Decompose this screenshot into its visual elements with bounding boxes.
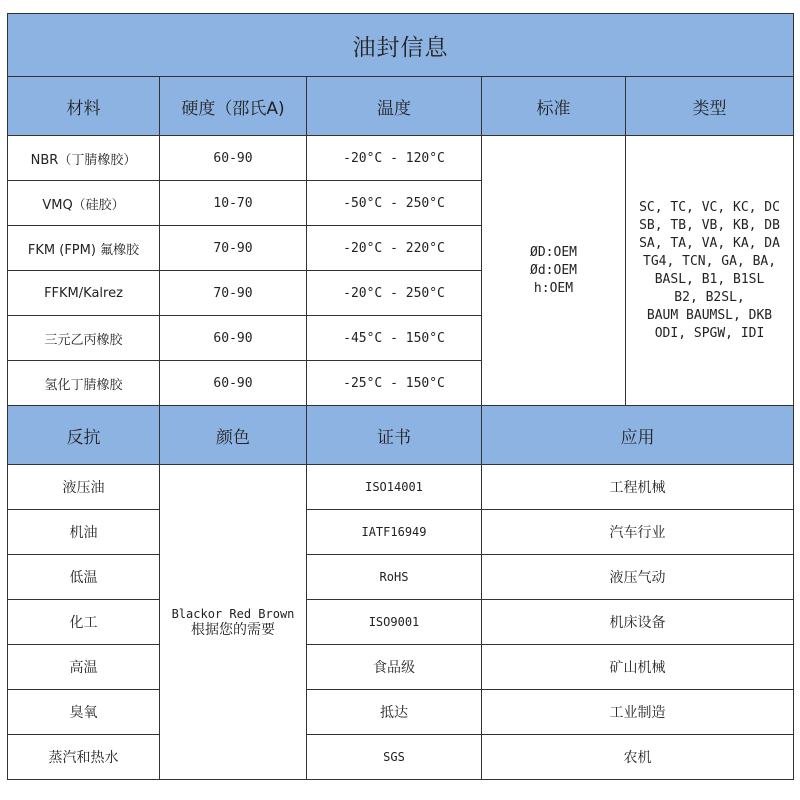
type-line: SA, TA, VA, KA, DA (639, 235, 780, 251)
standard-height: h:OEM (533, 280, 574, 296)
material-row (8, 136, 794, 181)
material-hardness: 70-90 (160, 271, 307, 316)
application-name: 工程机械 (482, 465, 794, 510)
certificate-name: 食品级 (307, 645, 482, 690)
certificate-name: ISO9001 (307, 600, 482, 645)
material-name: FKM (FPM) 氟橡胶 (8, 226, 160, 271)
material-name: NBR（丁腈橡胶） (8, 136, 160, 181)
resistance-header-row (8, 406, 794, 465)
resistance-row (8, 510, 794, 555)
material-temperature: -20°C - 120°C (307, 136, 482, 181)
material-name: VMQ（硅胶） (8, 181, 160, 226)
resistance-name: 蒸汽和热水 (8, 735, 160, 780)
oil-seal-info-table (7, 13, 794, 780)
certificate-name: SGS (307, 735, 482, 780)
material-temperature: -25°C - 150°C (307, 361, 482, 406)
resistance-name: 液压油 (8, 465, 160, 510)
resistance-name: 低温 (8, 555, 160, 600)
resistance-name: 化工 (8, 600, 160, 645)
color-custom-text: 根据您的需要 (191, 622, 275, 638)
type-line: TG4, TCN, GA, BA, (643, 253, 777, 269)
type-line: ODI, SPGW, IDI (654, 325, 765, 341)
resistance-name: 高温 (8, 645, 160, 690)
color-cell (160, 465, 307, 780)
type-line: B2, B2SL, (674, 289, 745, 305)
resistance-row (8, 690, 794, 735)
type-line: SB, TB, VB, KB, DB (639, 217, 780, 233)
application-name: 农机 (482, 735, 794, 780)
header-temperature: 温度 (307, 77, 482, 136)
type-line: BASL, B1, B1SL (654, 271, 765, 287)
certificate-name: RoHS (307, 555, 482, 600)
standard-outer-diameter: ØD:OEM (530, 244, 577, 260)
material-temperature: -20°C - 250°C (307, 271, 482, 316)
header-standard: 标准 (482, 77, 626, 136)
header-resistance: 反抗 (8, 406, 160, 465)
material-hardness: 60-90 (160, 316, 307, 361)
header-type: 类型 (626, 77, 794, 136)
color-options-text: Blackor Red Brown (171, 607, 295, 621)
table-title: 油封信息 (8, 14, 794, 77)
material-hardness: 10-70 (160, 181, 307, 226)
material-temperature: -20°C - 220°C (307, 226, 482, 271)
header-certificate: 证书 (307, 406, 482, 465)
material-name: FFKM/Kalrez (8, 271, 160, 316)
certificate-name: 抵达 (307, 690, 482, 735)
material-hardness: 60-90 (160, 361, 307, 406)
certificate-name: IATF16949 (307, 510, 482, 555)
header-color: 颜色 (160, 406, 307, 465)
header-application: 应用 (482, 406, 794, 465)
application-name: 液压气动 (482, 555, 794, 600)
header-material: 材料 (8, 77, 160, 136)
application-name: 汽车行业 (482, 510, 794, 555)
material-name: 氢化丁腈橡胶 (8, 361, 160, 406)
material-temperature: -50°C - 250°C (307, 181, 482, 226)
resistance-name: 机油 (8, 510, 160, 555)
material-header-row (8, 77, 794, 136)
type-line: BAUM BAUMSL, DKB (646, 307, 773, 323)
resistance-row (8, 645, 794, 690)
application-name: 工业制造 (482, 690, 794, 735)
standard-inner-diameter: Ød:OEM (530, 262, 577, 278)
header-hardness: 硬度（邵氏A) (160, 77, 307, 136)
type-cell (626, 136, 794, 406)
material-name: 三元乙丙橡胶 (8, 316, 160, 361)
material-temperature: -45°C - 150°C (307, 316, 482, 361)
certificate-name: ISO14001 (307, 465, 482, 510)
application-name: 矿山机械 (482, 645, 794, 690)
material-hardness: 60-90 (160, 136, 307, 181)
resistance-row (8, 600, 794, 645)
resistance-row (8, 735, 794, 780)
material-hardness: 70-90 (160, 226, 307, 271)
resistance-row (8, 555, 794, 600)
standard-cell (482, 136, 626, 406)
resistance-row (8, 465, 794, 510)
resistance-name: 臭氧 (8, 690, 160, 735)
application-name: 机床设备 (482, 600, 794, 645)
type-line: SC, TC, VC, KC, DC (639, 199, 780, 215)
